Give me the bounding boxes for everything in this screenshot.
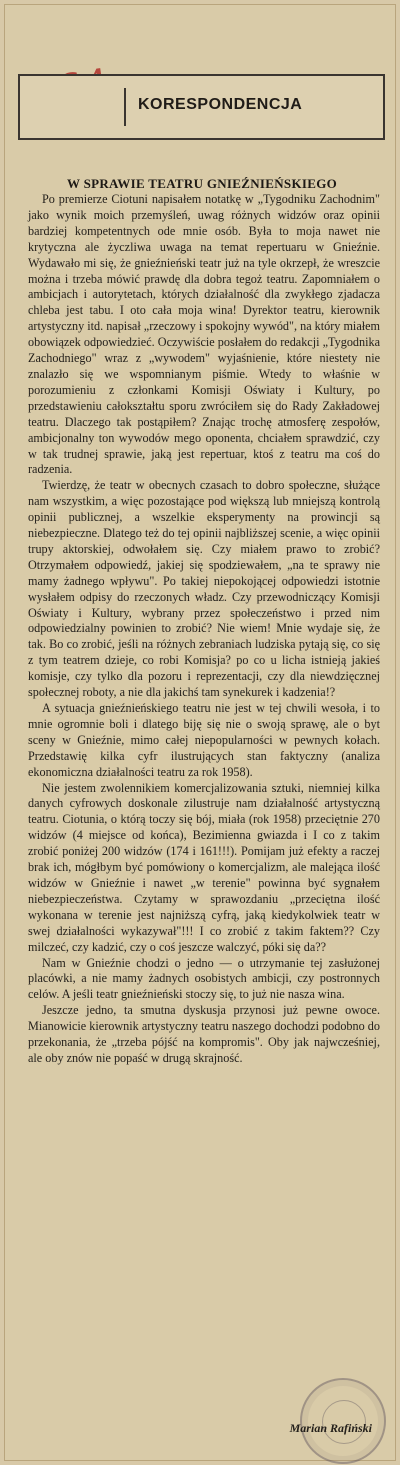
article-paragraph: Nam w Gnieźnie chodzi o jedno — o utrzymanie tej zasłużonej placówki, a nie mamy żadnych osobistych ambicji, czy postronnych celów. A jeśli teatr gnieźnieński stoczy się, to już nie nasza wina.	[28, 955, 380, 1002]
article-body	[28, 192, 380, 1067]
section-header	[18, 74, 385, 140]
article-paragraph: Jeszcze jedno, ta smutna dyskusja przynosi już pewne owoce. Mianowicie kierownik artystyczny teatru naszego dochodzi podobno do przekonania, że „trzeba pójść na kompromis". Oby jak najwcześniej, ale oby znów nie popaść w drugą skrajność.	[28, 1003, 380, 1065]
section-title: KORESPONDENCJA	[138, 96, 303, 113]
article-paragraph: A sytuacja gnieźnieńskiego teatru nie jest w tej chwili wesoła, i to mnie ogromnie boli i dlatego biję się nie o swoją sprawę, ale o byt sceny w Gnieźnie, mimo całej niepopularności w pewnych kołach. Przedstawię kilka cyfr ilustrujących stan faktyczny (analiza ekonomiczna działalności teatru za rok 1958).	[28, 701, 380, 779]
author-signature: Marian Rafiński	[289, 1421, 372, 1435]
article-paragraph: Nie jestem zwolennikiem komercjalizowania sztuki, niemniej kilka danych cyfrowych doskonale zilustruje nam działalność artystyczną teatru. Ciotunia, o którą toczy się bój, miała (rok 1958) przeciętnie 270 widzów (4 miejsce od końca), Bezimienna gwiazda i I co z takim zrobić poniżej 200 widzów (174 i 161!!!). Pomijam już efekty a raczej brak ich, mógłbym być pomówiony o komercjalizm, ale malejąca ilość widzów w Gnieźnie i nawet „w terenie" powinna być sygnałem niebezpieczeństwa. Czytamy w sprawozdaniu „przeciętna ilość wykonana w terenie jest najniższą cyfrą, jaką kiedykolwiek teatr w swej działalności wykazywał"!!! I co zrobić z takim faktem?? Czy milczeć, czy kadzić, czy o coś jeszcze walczyć, póki się da??	[28, 780, 380, 954]
article-headline: W SPRAWIE TEATRU GNIEŹNIEŃSKIEGO	[66, 176, 338, 191]
article-paragraph: Po premierze Ciotuni napisałem notatkę w „Tygodniku Zachodnim" jako wynik moich przemyśleń, uwag różnych widzów oraz opinii bardziej kompetentnych ode mnie osób. Była to moja nawet nie krytyczna ale życzliwa uwaga na temat repertuaru w Gnieźnie. Wydawało mi się, że gnieźnieński teatr już na tyle okrzepł, że wreszcie można i trzeba mówić prawdę dla dobra tegoż teatru. Zapomniałem o ambicjach i autorytetach, których działalność dla zwykłego zjadacza chleba jest tabu. I oto cała moja wina! Dyrektor teatru, kierownik artystyczny itd. napisał „rzeczowy i spokojny wywód", na który miałem obowiązek odpowiedzieć. Oczywiście posłałem do redakcji „Tygodnika Zachodniego" wraz z „wywodem" wyjaśnienie, które niestety nie znalazło się we wspomnianym piśmie. Wtedy to właśnie w porozumieniu z członkami Komisji Oświaty i Kultury, po przedstawieniu całokształtu sporu zwróciłem się do Rady Zakładowej teatru. Dlaczego tak postąpiłem? Znając trochę atmosferę zespołów, ambicjonalny ton wywodów mego oponenta, chciałem sprawdzić, czy w tak trudnej sprawie, jaką jest repertuar, ktoś z teatru ma coś do radzenia.	[28, 192, 380, 477]
article-paragraph: Twierdzę, że teatr w obecnych czasach to dobro społeczne, służące nam wszystkim, a więc pozostające pod większą lub mniejszą kontrolą opinii publicznej, a wszelkie eksperymenty na prowincji są niebezpieczne. Dlatego też do tej opinii najbliższej scenie, a więc opinii trupy aktorskiej, odwołałem się. Czy miałem prawo to zrobić? Otrzymałem odpowiedź, jakiej się spodziewałem, „na te sprawy nie mamy żadnego wpływu". Po takiej niepokojącej odpowiedzi istotnie wysłałem odpisy do rzeczonych władz. Czy przewodniczący Komisji Oświaty i Kultury, wybrany przez społeczeństwo i przed nim odpowiedzialny powinien to zrobić? Nie wiem! Mnie wydaje się, że tak. Bo co zrobić, jeśli na różnych zebraniach ludziska pytają się, co się z tym teatrem dzieje, co robi Komisja? po co u licha istnieją jakieś komisje, czy tylko dla pozoru i reprezentacji, czy dla niewdzięcznej społecznej roboty, a nie dla jakichś tam synekurek i kadzenia!?	[28, 478, 380, 700]
header-divider	[124, 88, 126, 126]
